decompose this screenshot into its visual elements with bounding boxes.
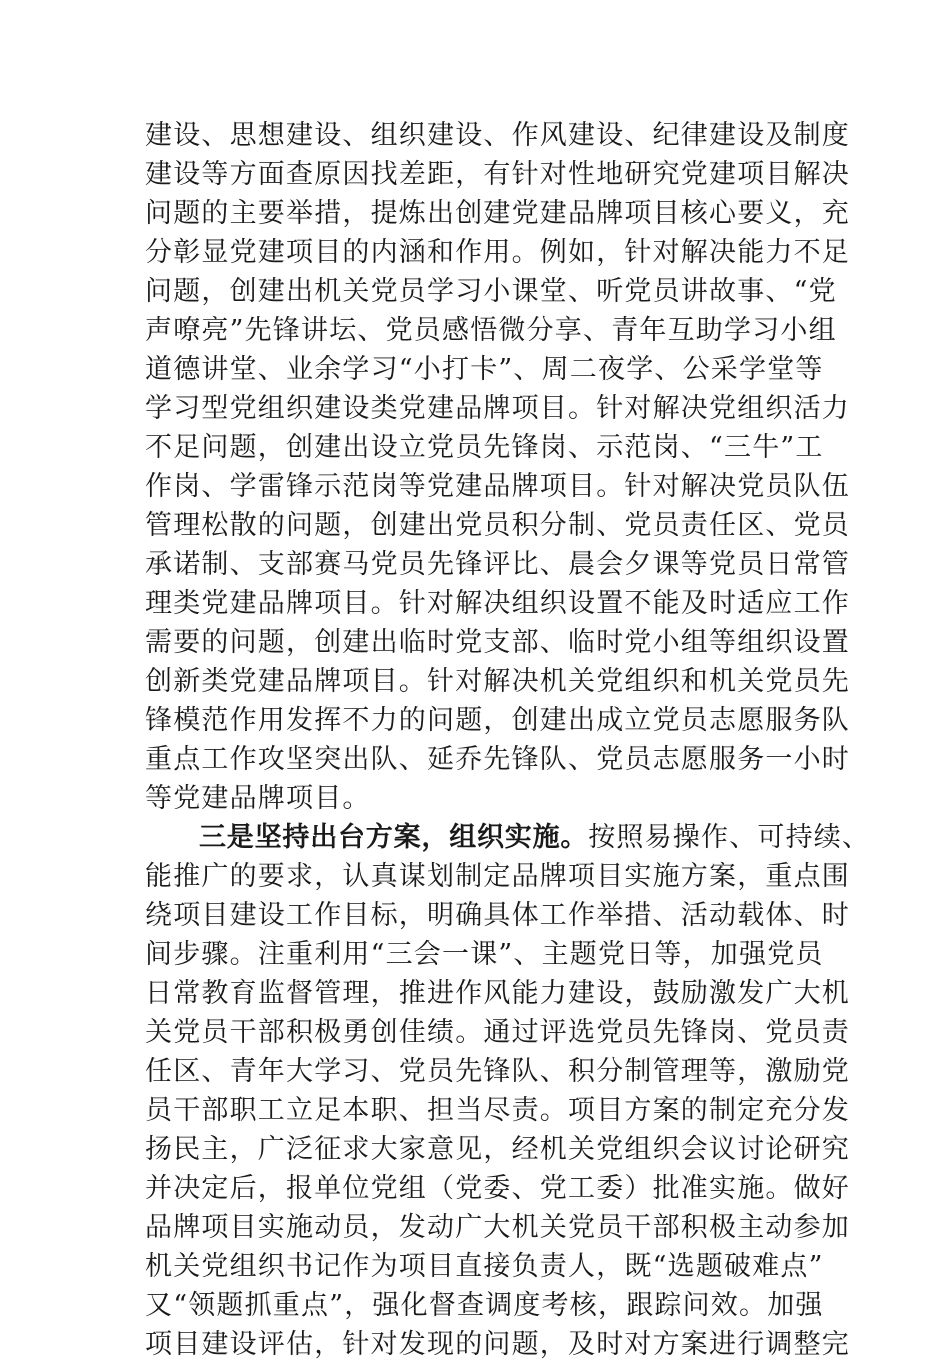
paragraph-lead-heading: 三是坚持出台方案，组织实施。: [199, 822, 589, 853]
text-line: 并决定后，报单位党组（党委、党工委）批准实施。做好: [145, 1173, 850, 1204]
text-line: 品牌项目实施动员，发动广大机关党员干部积极主动参加: [145, 1212, 850, 1243]
text-line: 关党员干部积极勇创佳绩。通过评选党员先锋岗、党员责: [145, 1017, 850, 1048]
text-line: 项目建设评估，针对发现的问题，及时对方案进行调整完: [145, 1329, 850, 1360]
text-line: 重点工作攻坚突出队、延乔先锋队、党员志愿服务一小时: [145, 744, 850, 775]
text-line: 员干部职工立足本职、担当尽责。项目方案的制定充分发: [145, 1095, 850, 1126]
text-line: 锋模范作用发挥不力的问题，创建出成立党员志愿服务队: [145, 705, 850, 736]
text-line: 扬民主，广泛征求大家意见，经机关党组织会议讨论研究: [145, 1134, 850, 1165]
text-line: 道德讲堂、业余学习“小打卡”、周二夜学、公采学堂等: [145, 354, 824, 385]
text-line: 管理松散的问题，创建出党员积分制、党员责任区、党员: [145, 510, 850, 541]
paragraph-1: [145, 116, 850, 818]
text-line: 创新类党建品牌项目。针对解决机关党组织和机关党员先: [145, 666, 850, 697]
text-line: 机关党组织书记作为项目直接负责人，既“选题破难点”: [145, 1251, 824, 1282]
text-line: 需要的问题，创建出临时党支部、临时党小组等组织设置: [145, 627, 850, 658]
text-line: 又“领题抓重点”，强化督查调度考核，跟踪问效。加强: [145, 1290, 824, 1321]
text-line: 问题的主要举措，提炼出创建党建品牌项目核心要义，充: [145, 198, 850, 229]
text-line: 不足问题，创建出设立党员先锋岗、示范岗、“三牛”工: [145, 432, 824, 463]
paragraph-2: [145, 818, 871, 1364]
text-line: 声嘹亮”先锋讲坛、党员感悟微分享、青年互助学习小组: [145, 315, 837, 346]
paragraph-first-line-text: 按照易操作、可持续、: [588, 822, 871, 853]
text-line: 理类党建品牌项目。针对解决组织设置不能及时适应工作: [145, 588, 850, 619]
text-line: 问题，创建出机关党员学习小课堂、听党员讲故事、“党: [145, 276, 837, 307]
text-line: 承诺制、支部赛马党员先锋评比、晨会夕课等党员日常管: [145, 549, 850, 580]
text-line: 日常教育监督管理，推进作风能力建设，鼓励激发广大机: [145, 978, 850, 1009]
text-line: 能推广的要求，认真谋划制定品牌项目实施方案，重点围: [145, 861, 850, 892]
text-line: 分彰显党建项目的内涵和作用。例如，针对解决能力不足: [145, 237, 850, 268]
document-body: [145, 116, 871, 1364]
text-line: 绕项目建设工作目标，明确具体工作举措、活动载体、时: [145, 900, 850, 931]
text-line: 学习型党组织建设类党建品牌项目。针对解决党组织活力: [145, 393, 850, 424]
text-line: 等党建品牌项目。: [145, 783, 371, 814]
paragraph-first-line: [145, 818, 871, 857]
text-line: 任区、青年大学习、党员先锋队、积分制管理等，激励党: [145, 1056, 850, 1087]
text-line: 建设等方面查原因找差距，有针对性地研究党建项目解决: [145, 159, 850, 190]
text-line: 作岗、学雷锋示范岗等党建品牌项目。针对解决党员队伍: [145, 471, 850, 502]
text-line: 建设、思想建设、组织建设、作风建设、纪律建设及制度: [145, 120, 850, 151]
text-line: 间步骤。注重利用“三会一课”、主题党日等，加强党员: [145, 939, 824, 970]
